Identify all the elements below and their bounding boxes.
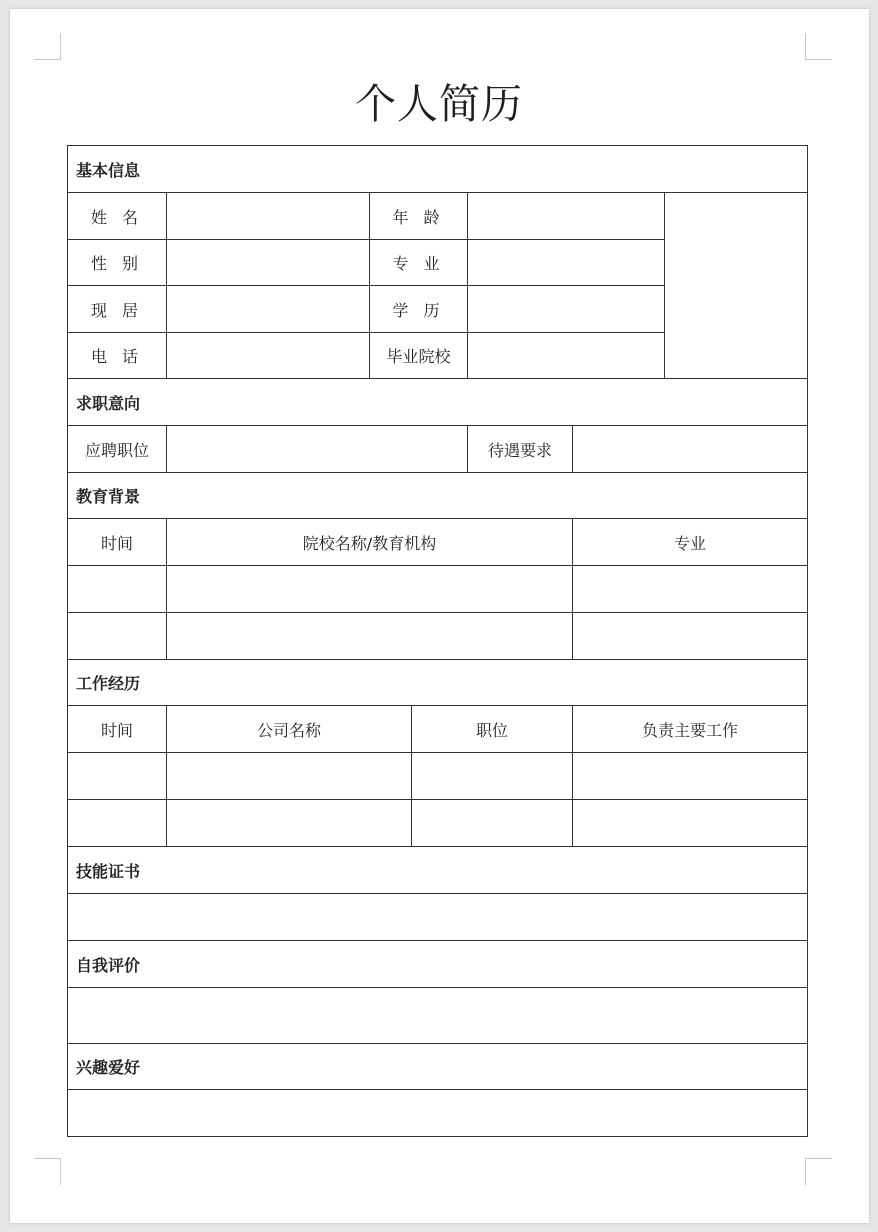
section-heading-job-intent: 求职意向 xyxy=(68,379,808,426)
work-row-1-company[interactable] xyxy=(167,753,412,800)
label-phone: 电 话 xyxy=(68,333,167,379)
work-row-1-position[interactable] xyxy=(412,753,573,800)
work-row-2-time[interactable] xyxy=(68,800,167,847)
label-salary: 待遇要求 xyxy=(468,426,573,473)
field-self-evaluation[interactable] xyxy=(68,988,808,1044)
edu-col-time: 时间 xyxy=(68,519,167,566)
field-school[interactable] xyxy=(468,333,665,379)
work-row-2-position[interactable] xyxy=(412,800,573,847)
field-hobbies[interactable] xyxy=(68,1090,808,1137)
field-salary[interactable] xyxy=(573,426,808,473)
field-major[interactable] xyxy=(468,240,665,286)
work-row-2-duties[interactable] xyxy=(573,800,808,847)
edu-row-2-major[interactable] xyxy=(573,613,808,660)
work-col-duties: 负责主要工作 xyxy=(573,706,808,753)
margin-corner-bottom-right xyxy=(805,1158,832,1185)
label-school: 毕业院校 xyxy=(370,333,468,379)
resume-table xyxy=(67,145,808,1137)
field-position[interactable] xyxy=(167,426,468,473)
edu-row-1-time[interactable] xyxy=(68,566,167,613)
page-title: 个人简历 xyxy=(355,80,523,128)
label-age: 年 龄 xyxy=(370,193,468,240)
field-name[interactable] xyxy=(167,193,370,240)
field-gender[interactable] xyxy=(167,240,370,286)
work-col-time: 时间 xyxy=(68,706,167,753)
margin-corner-bottom-left xyxy=(34,1158,61,1185)
field-residence[interactable] xyxy=(167,286,370,333)
label-position: 应聘职位 xyxy=(68,426,167,473)
edu-row-1-major[interactable] xyxy=(573,566,808,613)
label-name: 姓 名 xyxy=(68,193,167,240)
label-gender: 性 别 xyxy=(68,240,167,286)
field-age[interactable] xyxy=(468,193,665,240)
margin-corner-top-left xyxy=(34,33,61,60)
section-heading-hobbies: 兴趣爱好 xyxy=(68,1044,808,1090)
edu-row-2-school[interactable] xyxy=(167,613,573,660)
label-education: 学 历 xyxy=(370,286,468,333)
label-residence: 现 居 xyxy=(68,286,167,333)
section-heading-work: 工作经历 xyxy=(68,660,808,706)
edu-col-school: 院校名称/教育机构 xyxy=(167,519,573,566)
work-col-position: 职位 xyxy=(412,706,573,753)
edu-row-2-time[interactable] xyxy=(68,613,167,660)
label-major: 专 业 xyxy=(370,240,468,286)
field-skills[interactable] xyxy=(68,894,808,941)
edu-col-major: 专业 xyxy=(573,519,808,566)
photo-box[interactable] xyxy=(665,193,808,379)
field-education[interactable] xyxy=(468,286,665,333)
work-row-2-company[interactable] xyxy=(167,800,412,847)
work-row-1-duties[interactable] xyxy=(573,753,808,800)
work-col-company: 公司名称 xyxy=(167,706,412,753)
section-heading-basic-info: 基本信息 xyxy=(68,146,808,193)
field-phone[interactable] xyxy=(167,333,370,379)
section-heading-self-evaluation: 自我评价 xyxy=(68,941,808,988)
work-row-1-time[interactable] xyxy=(68,753,167,800)
margin-corner-top-right xyxy=(805,33,832,60)
edu-row-1-school[interactable] xyxy=(167,566,573,613)
section-heading-education: 教育背景 xyxy=(68,473,808,519)
section-heading-skills: 技能证书 xyxy=(68,847,808,894)
